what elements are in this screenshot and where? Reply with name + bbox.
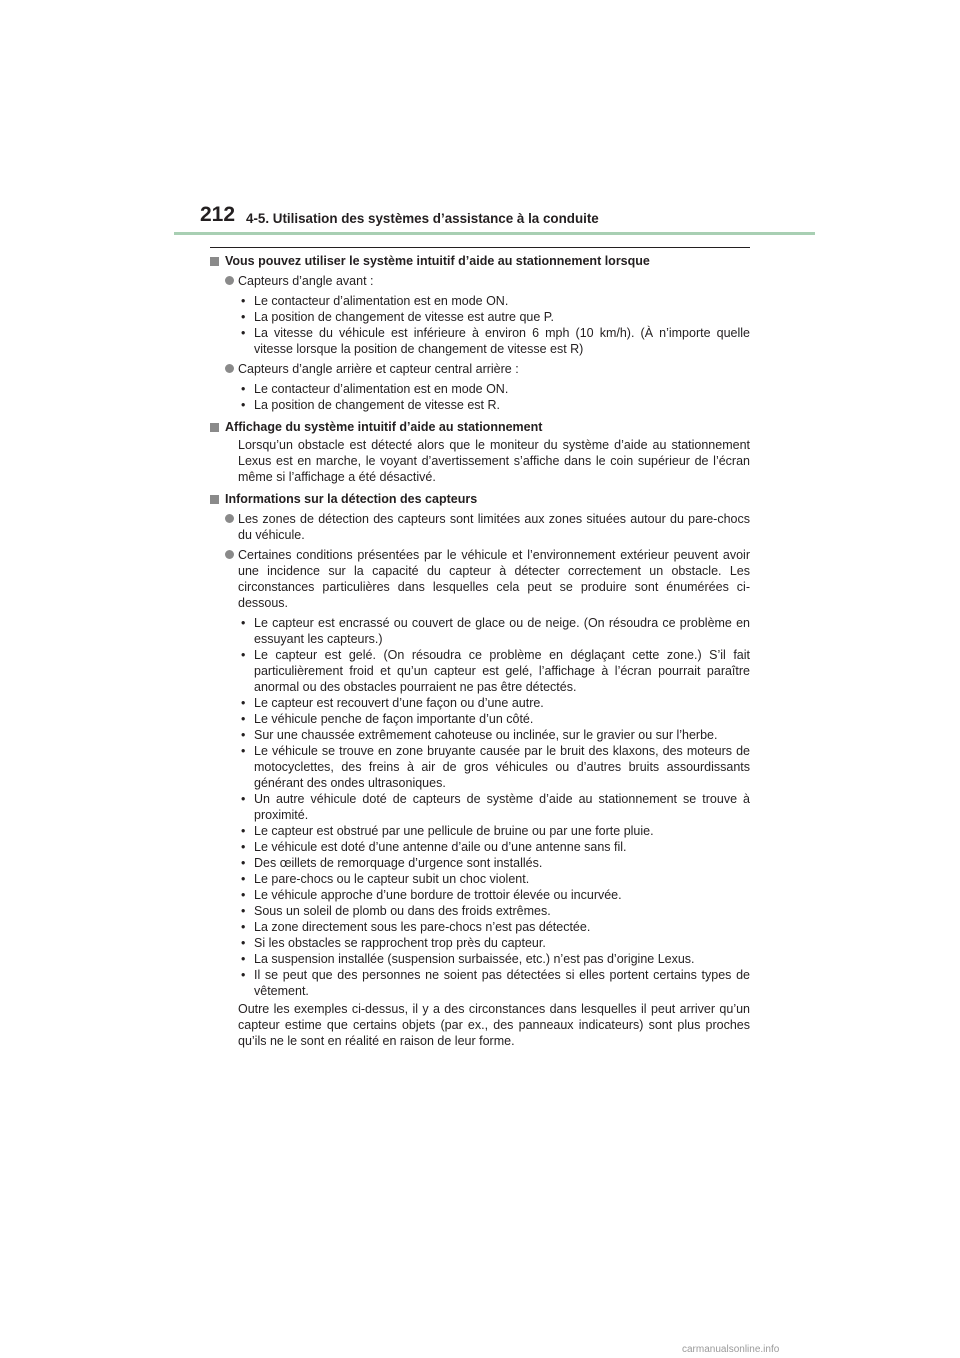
- list-item: • Le contacteur d’alimentation est en mode ON.: [238, 381, 750, 397]
- sub-list: [210, 381, 750, 413]
- list-item: • Le véhicule se trouve en zone bruyante causée par le bruit des klaxons, des moteurs de motocyclettes, des freins à air de gros véhicules ou d’autres bruits assourdissants générant des ondes ultrasoniques.: [238, 743, 750, 791]
- list-item: • Le véhicule approche d’une bordure de trottoir élevée ou incurvée.: [238, 887, 750, 903]
- page-content: [210, 253, 750, 1049]
- section-divider: [210, 247, 750, 248]
- list-item: • Sur une chaussée extrêmement cahoteuse ou inclinée, sur le gravier ou sur l’herbe.: [238, 727, 750, 743]
- section-heading-text: Informations sur la détection des capteurs: [225, 492, 478, 506]
- round-bullet-icon: [225, 276, 234, 285]
- bullet-text: Capteurs d’angle arrière et capteur central arrière :: [238, 362, 519, 376]
- list-item: • Le capteur est encrassé ou couvert de glace ou de neige. (On résoudra ce problème en essuyant les capteurs.): [238, 615, 750, 647]
- bullet-item: [210, 273, 750, 289]
- header-divider: [174, 232, 815, 235]
- list-item: • La zone directement sous les pare-chocs n’est pas détectée.: [238, 919, 750, 935]
- section-heading: [210, 491, 750, 507]
- list-item: • La position de changement de vitesse est autre que P.: [238, 309, 750, 325]
- list-item: • La suspension installée (suspension surbaissée, etc.) n’est pas d’origine Lexus.: [238, 951, 750, 967]
- bullet-item: [210, 547, 750, 611]
- bullet-text: Certaines conditions présentées par le véhicule et l’environnement extérieur peuvent avoir une incidence sur la capacité du capteur à détecter correctement un obstacle. Les circonstances particulières dans lesquelles cela peut se produire sont énumérées ci-dessous.: [238, 548, 750, 610]
- list-item: • Le capteur est recouvert d’une façon ou d’une autre.: [238, 695, 750, 711]
- sub-list: [210, 293, 750, 357]
- bullet-item: [210, 511, 750, 543]
- list-item: • Le capteur est obstrué par une pellicule de bruine ou par une forte pluie.: [238, 823, 750, 839]
- list-item: • Un autre véhicule doté de capteurs de système d’aide au stationnement se trouve à proximité.: [238, 791, 750, 823]
- chapter-title: 4-5. Utilisation des systèmes d’assistance à la conduite: [246, 211, 599, 226]
- bullet-text: Capteurs d’angle avant :: [238, 274, 374, 288]
- round-bullet-icon: [225, 514, 234, 523]
- list-item: • Le véhicule est doté d’une antenne d’aile ou d’une antenne sans fil.: [238, 839, 750, 855]
- list-item: • Le capteur est gelé. (On résoudra ce problème en déglaçant cette zone.) S’il fait particulièrement froid et qu’un capteur est gelé, l’affichage à l’écran pourrait paraître anormal ou des obstacles pourraient ne pas être détectés.: [238, 647, 750, 695]
- section-heading-text: Vous pouvez utiliser le système intuitif d’aide au stationnement lorsque: [225, 254, 650, 268]
- paragraph: Lorsqu’un obstacle est détecté alors que le moniteur du système d’aide au stationnement Lexus est en marche, le voyant d’avertissement s’affiche dans le coin supérieur de l’écran même si l’affichage a été désactivé.: [238, 438, 750, 484]
- section-heading: [210, 253, 750, 269]
- round-bullet-icon: [225, 364, 234, 373]
- list-item: • La vitesse du véhicule est inférieure à environ 6 mph (10 km/h). (À n’importe quelle vitesse lorsque la position de changement de vitesse est R): [238, 325, 750, 357]
- square-bullet-icon: [210, 257, 219, 266]
- bullet-item: [210, 361, 750, 377]
- bullet-text: Les zones de détection des capteurs sont limitées aux zones situées autour du pare-chocs du véhicule.: [238, 512, 750, 542]
- closing-paragraph: Outre les exemples ci-dessus, il y a des circonstances dans lesquelles il peut arriver qu’un capteur estime que certains objets (par ex., des panneaux indicateurs) sont plus proches qu’ils ne le sont en réalité en raison de leur forme.: [238, 1002, 750, 1048]
- list-item: • Le véhicule penche de façon importante d’un côté.: [238, 711, 750, 727]
- list-item: • Sous un soleil de plomb ou dans des froids extrêmes.: [238, 903, 750, 919]
- list-item: • Si les obstacles se rapprochent trop près du capteur.: [238, 935, 750, 951]
- page-number: 212: [200, 203, 236, 226]
- list-item: • Le pare-chocs ou le capteur subit un choc violent.: [238, 871, 750, 887]
- list-item: • Il se peut que des personnes ne soient pas détectées si elles portent certains types de vêtement.: [238, 967, 750, 999]
- square-bullet-icon: [210, 423, 219, 432]
- list-item: • Des œillets de remorquage d’urgence sont installés.: [238, 855, 750, 871]
- list-item: • Le contacteur d’alimentation est en mode ON.: [238, 293, 750, 309]
- footer-watermark: carmanualsonline.info: [682, 1344, 780, 1355]
- round-bullet-icon: [225, 550, 234, 559]
- square-bullet-icon: [210, 495, 219, 504]
- list-item: • La position de changement de vitesse est R.: [238, 397, 750, 413]
- section-heading-text: Affichage du système intuitif d’aide au stationnement: [225, 420, 543, 434]
- section-heading: [210, 419, 750, 435]
- sub-list: [210, 615, 750, 999]
